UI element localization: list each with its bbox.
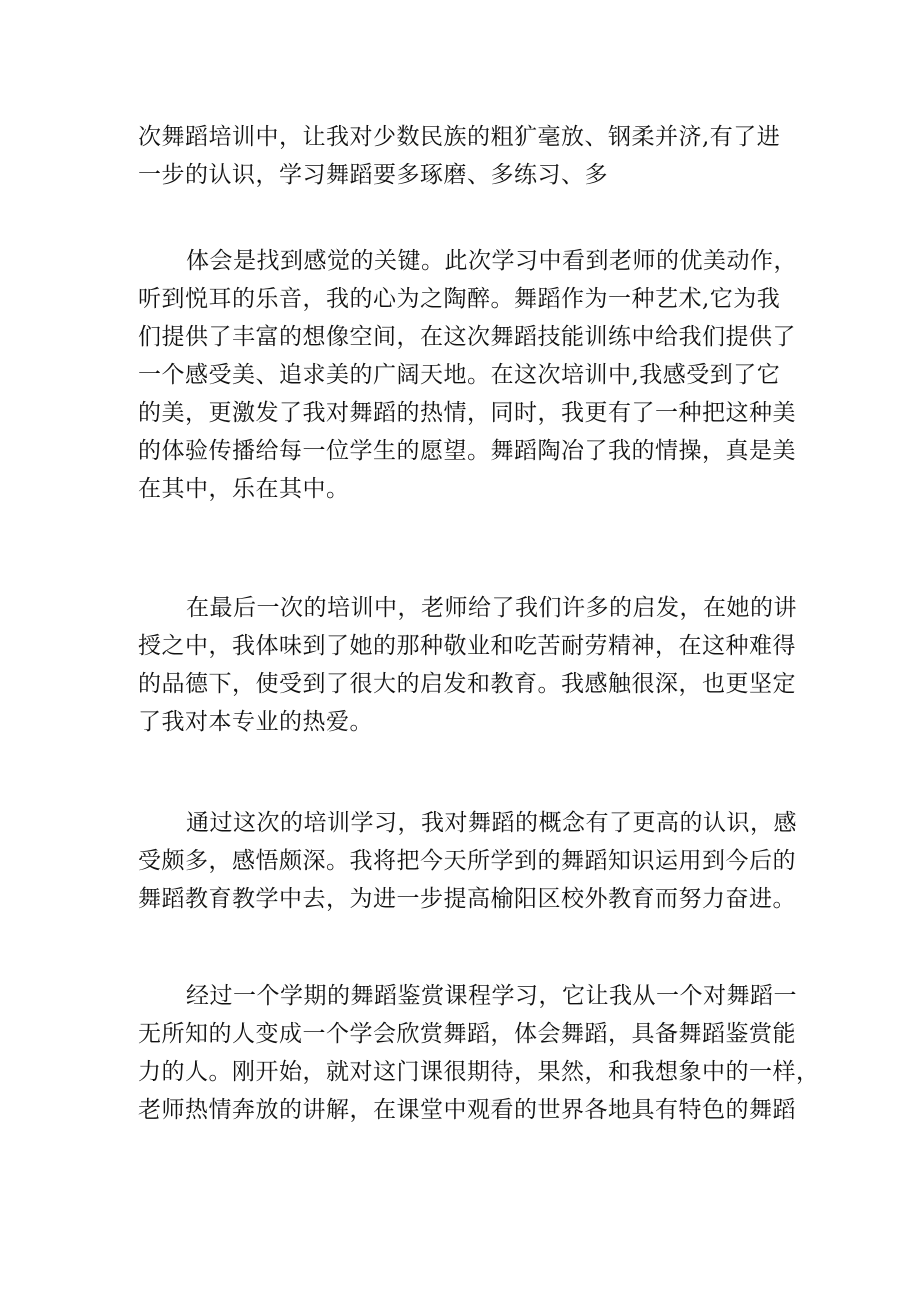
text-line: 了我对本专业的热爱。 xyxy=(138,709,373,735)
text-line: 在其中，乐在其中。 xyxy=(138,476,350,502)
text-line: 受颇多，感悟颇深。我将把今天所学到的舞蹈知识运用到今后的 xyxy=(138,848,796,874)
text-line: 的美，更激发了我对舞蹈的热情，同时，我更有了一种把这种美 xyxy=(138,400,796,426)
text-line: 经过一个学期的舞蹈鉴赏课程学习，它让我从一个对舞蹈一 xyxy=(186,983,797,1009)
text-line: 无所知的人变成一个学会欣赏舞蹈，体会舞蹈，具备舞蹈鉴赏能 xyxy=(138,1021,796,1047)
text-line: 一步的认识，学习舞蹈要多琢磨、多练习、多 xyxy=(138,162,608,188)
paragraph-2 xyxy=(138,242,797,508)
text-line: 通过这次的培训学习，我对舞蹈的概念有了更高的认识，感 xyxy=(186,810,797,836)
text-line: 的体验传播给每一位学生的愿望。舞蹈陶冶了我的情操，真是美 xyxy=(138,438,796,464)
text-line: 次舞蹈培训中，让我对少数民族的粗犷毫放、钢柔并济,有了进 xyxy=(138,124,781,150)
paragraph-1 xyxy=(138,118,788,194)
text-line: 授之中，我体味到了她的那种敬业和吃苦耐劳精神，在这种难得 xyxy=(138,633,796,659)
text-line: 听到悦耳的乐音，我的心为之陶醉。舞蹈作为一种艺术,它为我 xyxy=(138,286,781,312)
text-line: 老师热情奔放的讲解，在课堂中观看的世界各地具有特色的舞蹈 xyxy=(138,1097,796,1123)
paragraph-4 xyxy=(138,804,797,918)
paragraph-5 xyxy=(138,977,820,1129)
text-line: 一个感受美、追求美的广阔天地。在这次培训中,我感受到了它 xyxy=(138,362,781,388)
text-line: 在最后一次的培训中，老师给了我们许多的启发，在她的讲 xyxy=(186,595,797,621)
text-line: 们提供了丰富的想像空间，在这次舞蹈技能训练中给我们提供了 xyxy=(138,324,796,350)
text-line: 舞蹈教育教学中去，为进一步提高榆阳区校外教育而努力奋进。 xyxy=(138,886,796,912)
text-line: 体会是找到感觉的关键。此次学习中看到老师的优美动作， xyxy=(186,248,797,274)
paragraph-3 xyxy=(138,589,797,741)
text-line: 力的人。刚开始，就对这门课很期待，果然，和我想象中的一样， xyxy=(138,1059,820,1085)
text-line: 的品德下，使受到了很大的启发和教育。我感触很深，也更坚定 xyxy=(138,671,796,697)
